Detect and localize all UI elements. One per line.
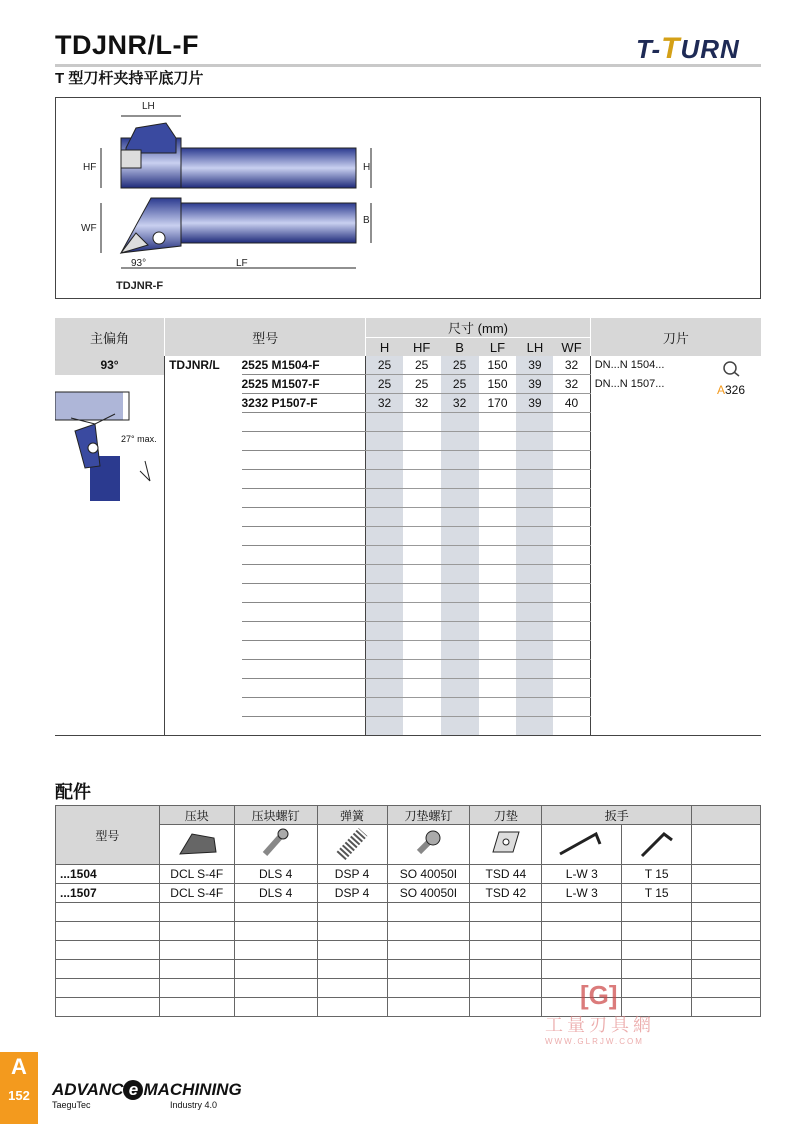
acc-part: TSD 44 xyxy=(470,865,542,884)
table-row xyxy=(55,413,761,432)
dim-cell: 25 xyxy=(441,356,479,375)
table-row xyxy=(55,679,761,698)
acc-col-spring: 弹簧 xyxy=(317,806,387,825)
angle-value: 93° xyxy=(55,356,165,375)
dim-cell: 150 xyxy=(479,356,517,375)
table-row xyxy=(55,394,761,413)
table-row xyxy=(55,698,761,717)
acc-col-wrench: 扳手 xyxy=(542,806,692,825)
acc-part: DSP 4 xyxy=(317,884,387,903)
table-row xyxy=(55,489,761,508)
table-row xyxy=(55,603,761,622)
table-row xyxy=(55,508,761,527)
acc-part: DCL S-4F xyxy=(159,884,234,903)
col-insert: 刀片 xyxy=(590,318,761,356)
table-row xyxy=(55,432,761,451)
acc-part: DSP 4 xyxy=(317,865,387,884)
model-code: 3232 P1507-F xyxy=(242,394,366,413)
insert-ref[interactable]: A326 xyxy=(716,360,746,397)
t-turn-logo: T-TURN xyxy=(636,32,740,65)
spring-icon xyxy=(317,825,387,865)
col-dims: 尺寸 (mm) xyxy=(366,318,590,338)
dim-cell: 32 xyxy=(366,394,403,413)
diagram-caption: TDJNR-F xyxy=(116,280,164,292)
acc-row xyxy=(56,903,761,922)
dim-cell: 32 xyxy=(441,394,479,413)
series-code: TDJNR/L xyxy=(169,358,220,373)
col-h: H xyxy=(366,338,403,357)
dim-lh: LH xyxy=(142,101,155,112)
dim-cell: 170 xyxy=(479,394,517,413)
acc-col-model: 型号 xyxy=(56,806,160,865)
tool-drawing xyxy=(56,98,760,298)
dim-h: H xyxy=(363,162,371,173)
acc-part: T 15 xyxy=(622,884,692,903)
page-letter: A xyxy=(11,1054,27,1079)
table-row xyxy=(55,451,761,470)
product-table xyxy=(55,318,761,736)
table-row xyxy=(55,584,761,603)
acc-row xyxy=(56,865,761,884)
acc-part: DCL S-4F xyxy=(159,865,234,884)
table-row xyxy=(55,641,761,660)
acc-part: L-W 3 xyxy=(542,884,622,903)
dim-cell: 25 xyxy=(366,375,403,394)
dim-cell: 32 xyxy=(553,356,590,375)
dim-lf: LF xyxy=(236,258,248,269)
dim-wf: WF xyxy=(81,223,97,234)
acc-part: DLS 4 xyxy=(234,884,317,903)
table-row xyxy=(55,527,761,546)
dim-cell: 39 xyxy=(516,356,553,375)
shim-screw-icon xyxy=(387,825,470,865)
insert-code: DN...N 1504... xyxy=(594,359,665,372)
table-row xyxy=(55,660,761,679)
accessories-table xyxy=(55,805,761,1017)
acc-col-blank xyxy=(692,806,761,825)
page-title: TDJNR/L-F xyxy=(55,30,199,60)
acc-part: TSD 42 xyxy=(470,884,542,903)
col-angle: 主偏角 xyxy=(55,318,165,356)
dim-cell: 39 xyxy=(516,394,553,413)
acc-part: SO 40050I xyxy=(387,865,470,884)
magnify-icon xyxy=(721,360,741,378)
insert-code: DN...N 1507... xyxy=(594,378,665,390)
acc-part: T 15 xyxy=(622,865,692,884)
acc-model: ...1507 xyxy=(56,884,160,903)
acc-col-clamp: 压块 xyxy=(159,806,234,825)
col-b: B xyxy=(441,338,479,357)
dim-cell: 32 xyxy=(403,394,441,413)
dim-hf: HF xyxy=(83,162,97,173)
table-row xyxy=(55,565,761,584)
angle-inset-drawing xyxy=(55,386,159,506)
accessories-title: 配件 xyxy=(55,782,91,802)
acc-part: SO 40050I xyxy=(387,884,470,903)
col-hf: HF xyxy=(403,338,441,357)
col-lh: LH xyxy=(516,338,553,357)
footer-brand: ADVANC e MACHINING TaeguTec Industry 4.0 xyxy=(52,1080,242,1110)
torx-key-icon xyxy=(622,825,692,865)
col-wf: WF xyxy=(553,338,590,357)
clamp-screw-icon xyxy=(234,825,317,865)
col-lf: LF xyxy=(479,338,517,357)
table-row xyxy=(55,356,761,375)
dim-b: B xyxy=(363,215,370,226)
acc-row xyxy=(56,941,761,960)
acc-col-shim-screw: 刀垫螺钉 xyxy=(387,806,470,825)
table-row xyxy=(55,717,761,736)
dim-cell: 25 xyxy=(403,356,441,375)
dim-cell: 25 xyxy=(366,356,403,375)
dim-cell: 32 xyxy=(553,375,590,394)
col-model: 型号 xyxy=(165,318,366,356)
shim-icon xyxy=(470,825,542,865)
dim-cell: 39 xyxy=(516,375,553,394)
tool-diagram xyxy=(55,97,761,299)
dim-cell: 40 xyxy=(553,394,590,413)
table-row xyxy=(55,375,761,394)
acc-row xyxy=(56,960,761,979)
dim-angle: 93° xyxy=(131,258,147,269)
page-tab xyxy=(0,1052,38,1124)
clamp-icon xyxy=(159,825,234,865)
dim-cell: 25 xyxy=(403,375,441,394)
acc-part: L-W 3 xyxy=(542,865,622,884)
table-row xyxy=(55,622,761,641)
allen-key-icon xyxy=(542,825,622,865)
page-subtitle: T 型刀杆夹持平底刀片 xyxy=(55,70,204,87)
acc-model: ...1504 xyxy=(56,865,160,884)
acc-row xyxy=(56,922,761,941)
table-row xyxy=(55,546,761,565)
model-code: 2525 M1507-F xyxy=(242,375,366,394)
model-code: 2525 M1504-F xyxy=(242,356,366,375)
inset-angle-label: 27° max. xyxy=(121,434,157,444)
acc-col-shim: 刀垫 xyxy=(470,806,542,825)
dim-cell: 25 xyxy=(441,375,479,394)
watermark: [G] 工量刃具網 WWW.GLRJW.COM xyxy=(545,980,655,1046)
acc-row xyxy=(56,884,761,903)
table-row xyxy=(55,470,761,489)
acc-col-clamp-screw: 压块螺钉 xyxy=(234,806,317,825)
dim-cell: 150 xyxy=(479,375,517,394)
acc-part: DLS 4 xyxy=(234,865,317,884)
page-number: 152 xyxy=(8,1088,30,1103)
